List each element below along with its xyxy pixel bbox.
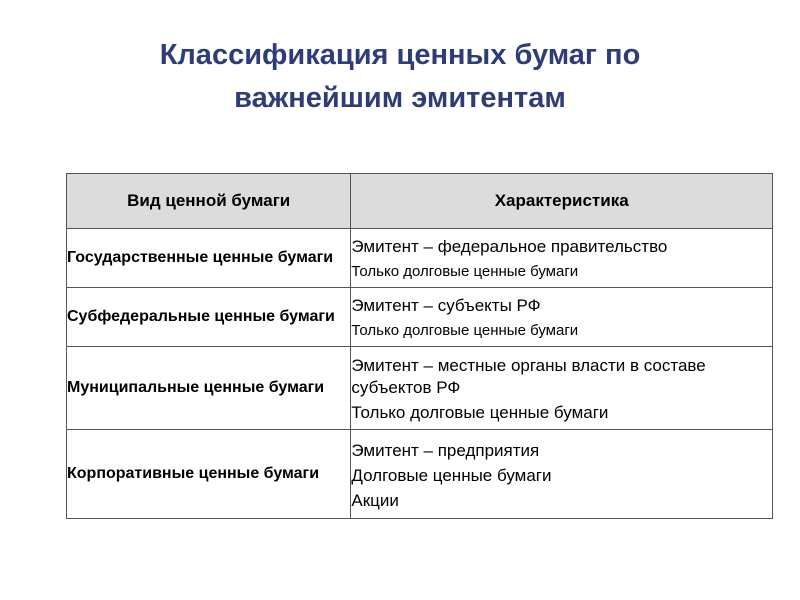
characteristic-line: Долговые ценные бумаги [351, 465, 552, 485]
table-row [67, 288, 773, 347]
characteristic-line: Только долговые ценные бумаги [351, 403, 609, 422]
row-kind: Корпоративные ценные бумаги [67, 430, 351, 519]
classification-table [66, 173, 773, 519]
header-characteristic: Характеристика [351, 174, 773, 229]
row-characteristics [351, 347, 773, 430]
row-kind: Муниципальные ценные бумаги [67, 347, 351, 430]
row-characteristics [351, 288, 773, 347]
characteristic-line: Эмитент – субъекты РФ [351, 296, 541, 315]
row-kind: Государственные ценные бумаги [67, 229, 351, 288]
characteristic-line: Эмитент – предприятия [351, 440, 540, 460]
header-security-type: Вид ценной бумаги [67, 174, 351, 229]
title-line-2: важнейшим эмитентам [234, 82, 566, 114]
table-header-row [67, 174, 773, 229]
title-line-1: Классификация ценных бумаг по [159, 39, 641, 71]
row-kind: Субфедеральные ценные бумаги [67, 288, 351, 347]
row-characteristics [351, 229, 773, 288]
characteristic-line: Эмитент – федеральное правительство [351, 237, 668, 256]
row-characteristics [351, 430, 773, 519]
page-title [0, 34, 800, 120]
table-row [67, 347, 773, 430]
characteristic-line: Эмитент – местные органы власти в составе субъектов РФ [351, 356, 706, 397]
table-row [67, 229, 773, 288]
characteristic-line: Только долговые ценные бумаги [351, 322, 579, 339]
table-row [67, 430, 773, 519]
characteristic-line: Только долговые ценные бумаги [351, 263, 579, 280]
characteristic-line: Акции [351, 490, 399, 510]
